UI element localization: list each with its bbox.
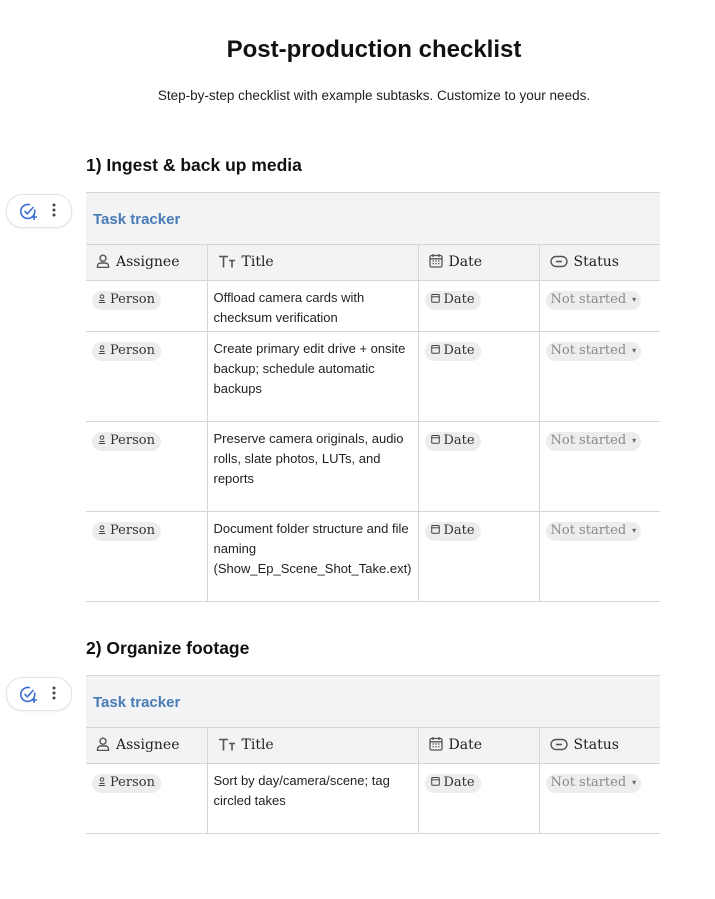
block-actions-chip[interactable] (6, 194, 72, 228)
dropdown-arrow-icon: ▾ (632, 526, 637, 535)
date-chip[interactable] (425, 432, 481, 451)
table-row (86, 512, 660, 602)
dropdown-arrow-icon: ▾ (632, 778, 637, 787)
tracker-title[interactable]: Task tracker (86, 193, 660, 245)
calendar-small-icon (431, 773, 440, 793)
column-label: Title (241, 253, 274, 270)
dropdown-arrow-icon: ▾ (632, 436, 637, 445)
assignee-cell[interactable] (86, 422, 207, 512)
column-header-assignee[interactable] (86, 245, 207, 281)
task-tracker-table (86, 675, 660, 834)
status-cell[interactable] (539, 281, 660, 332)
task-tracker-table (86, 192, 660, 602)
person-chip[interactable] (92, 522, 161, 541)
date-cell[interactable] (418, 422, 539, 512)
table-row (86, 281, 660, 332)
status-label: Not started (550, 523, 627, 538)
more-vertical-icon[interactable] (52, 686, 56, 705)
person-chip[interactable] (92, 291, 161, 310)
document-subtitle: Step-by-step checklist with example subtasks. Customize to your needs. (157, 88, 591, 103)
column-label: Date (448, 254, 482, 270)
title-cell[interactable]: Create primary edit drive + onsite backup; schedule automatic backups (207, 332, 418, 422)
person-icon (96, 254, 110, 272)
text-type-icon (218, 738, 236, 755)
person-small-icon (98, 431, 106, 451)
status-dropdown[interactable] (546, 522, 642, 541)
column-header-title[interactable] (207, 728, 418, 764)
status-cell[interactable] (539, 332, 660, 422)
table-row (86, 332, 660, 422)
section-heading: 2) Organize footage (86, 638, 250, 658)
status-cell[interactable] (539, 422, 660, 512)
chip-label: Date (443, 292, 475, 307)
table-row (86, 764, 660, 834)
person-small-icon (98, 773, 106, 793)
column-header-date[interactable] (418, 245, 539, 281)
calendar-icon (429, 253, 443, 272)
section-heading: 1) Ingest & back up media (86, 155, 302, 175)
person-small-icon (98, 521, 106, 541)
dropdown-arrow-icon: ▾ (632, 346, 637, 355)
status-label: Not started (550, 292, 627, 307)
status-cell[interactable] (539, 512, 660, 602)
status-label: Not started (550, 433, 627, 448)
column-label: Assignee (116, 736, 180, 753)
toggle-icon (550, 255, 568, 272)
column-header-status[interactable] (539, 728, 660, 764)
chip-label: Person (110, 523, 155, 538)
column-header-date[interactable] (418, 728, 539, 764)
column-label: Status (573, 253, 619, 270)
assignee-cell[interactable] (86, 332, 207, 422)
calendar-small-icon (431, 521, 440, 541)
title-cell[interactable]: Sort by day/camera/scene; tag circled takes (207, 764, 418, 834)
status-dropdown[interactable] (546, 774, 642, 793)
date-chip[interactable] (425, 774, 481, 793)
status-label: Not started (550, 775, 627, 790)
date-chip[interactable] (425, 291, 481, 310)
status-cell[interactable] (539, 764, 660, 834)
status-dropdown[interactable] (546, 342, 642, 361)
date-cell[interactable] (418, 512, 539, 602)
chip-label: Person (110, 292, 155, 307)
text-type-icon (218, 255, 236, 272)
title-cell[interactable]: Preserve camera originals, audio rolls, slate photos, LUTs, and reports (207, 422, 418, 512)
person-icon (96, 737, 110, 755)
assignee-cell[interactable] (86, 281, 207, 332)
column-label: Status (573, 736, 619, 753)
person-small-icon (98, 290, 106, 310)
dropdown-arrow-icon: ▾ (632, 295, 637, 304)
block-actions-chip[interactable] (6, 677, 72, 711)
table-row (86, 422, 660, 512)
column-label: Title (241, 736, 274, 753)
toggle-icon (550, 738, 568, 755)
person-chip[interactable] (92, 774, 161, 793)
calendar-small-icon (431, 341, 440, 361)
chip-label: Date (443, 775, 475, 790)
tracker-title[interactable]: Task tracker (86, 676, 660, 728)
column-label: Date (448, 737, 482, 753)
chip-label: Date (443, 433, 475, 448)
column-header-status[interactable] (539, 245, 660, 281)
date-chip[interactable] (425, 342, 481, 361)
chip-label: Date (443, 523, 475, 538)
checkmark-add-icon[interactable] (19, 202, 38, 226)
status-dropdown[interactable] (546, 432, 642, 451)
assignee-cell[interactable] (86, 512, 207, 602)
document-title: Post-production checklist (226, 36, 522, 63)
date-chip[interactable] (425, 522, 481, 541)
date-cell[interactable] (418, 332, 539, 422)
calendar-small-icon (431, 290, 440, 310)
status-dropdown[interactable] (546, 291, 642, 310)
person-chip[interactable] (92, 432, 161, 451)
column-header-title[interactable] (207, 245, 418, 281)
calendar-icon (429, 736, 443, 755)
date-cell[interactable] (418, 764, 539, 834)
status-label: Not started (550, 343, 627, 358)
person-chip[interactable] (92, 342, 161, 361)
chip-label: Person (110, 433, 155, 448)
chip-label: Person (110, 775, 155, 790)
chip-label: Person (110, 343, 155, 358)
checkmark-add-icon[interactable] (19, 685, 38, 709)
column-label: Assignee (116, 253, 180, 270)
title-cell[interactable]: Offload camera cards with checksum verification (207, 281, 418, 332)
person-small-icon (98, 341, 106, 361)
column-header-assignee[interactable] (86, 728, 207, 764)
date-cell[interactable] (418, 281, 539, 332)
title-cell[interactable]: Document folder structure and file naming (Show_Ep_Scene_Shot_Take.ext) (207, 512, 418, 602)
more-vertical-icon[interactable] (52, 203, 56, 222)
assignee-cell[interactable] (86, 764, 207, 834)
calendar-small-icon (431, 431, 440, 451)
chip-label: Date (443, 343, 475, 358)
